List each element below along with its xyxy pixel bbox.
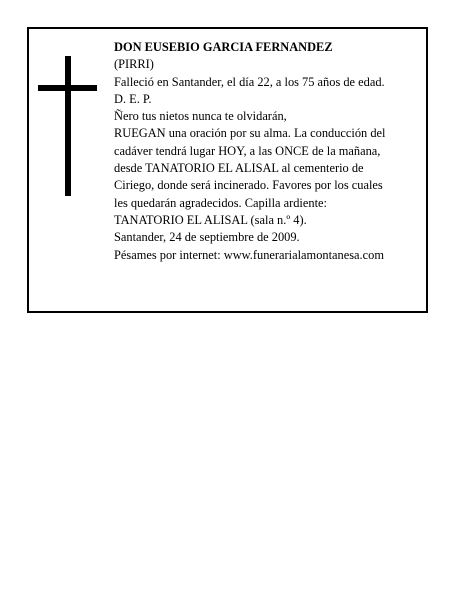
notice-line: desde TANATORIO EL ALISAL al cementerio de: [114, 161, 364, 176]
notice-line: les quedarán agradecidos. Capilla ardiente:: [114, 195, 327, 210]
condolences-link: Pésames por internet: www.funerarialamontanesa.com: [114, 247, 384, 262]
notice-line: cadáver tendrá lugar HOY, a las ONCE de la mañana,: [114, 143, 381, 158]
notice-line: Ciriego, donde será incinerado. Favores por los cuales: [114, 178, 383, 193]
cross-icon: [65, 56, 71, 196]
cross-icon-crossbar: [38, 85, 97, 91]
notice-line: RUEGAN una oración por su alma. La conducción del: [114, 126, 386, 141]
notice-line: D. E. P.: [114, 91, 152, 106]
notice-line: Ñero tus nietos nunca te olvidarán,: [114, 109, 287, 124]
obituary-text: [114, 39, 420, 264]
notice-line: TANATORIO EL ALISAL (sala n.º 4).: [114, 212, 307, 227]
notice-line: Falleció en Santander, el día 22, a los 75 años de edad.: [114, 74, 385, 89]
deceased-name: DON EUSEBIO GARCIA FERNANDEZ: [114, 40, 333, 54]
deceased-nickname: (PIRRI): [114, 57, 154, 72]
notice-line: Santander, 24 de septiembre de 2009.: [114, 230, 300, 245]
